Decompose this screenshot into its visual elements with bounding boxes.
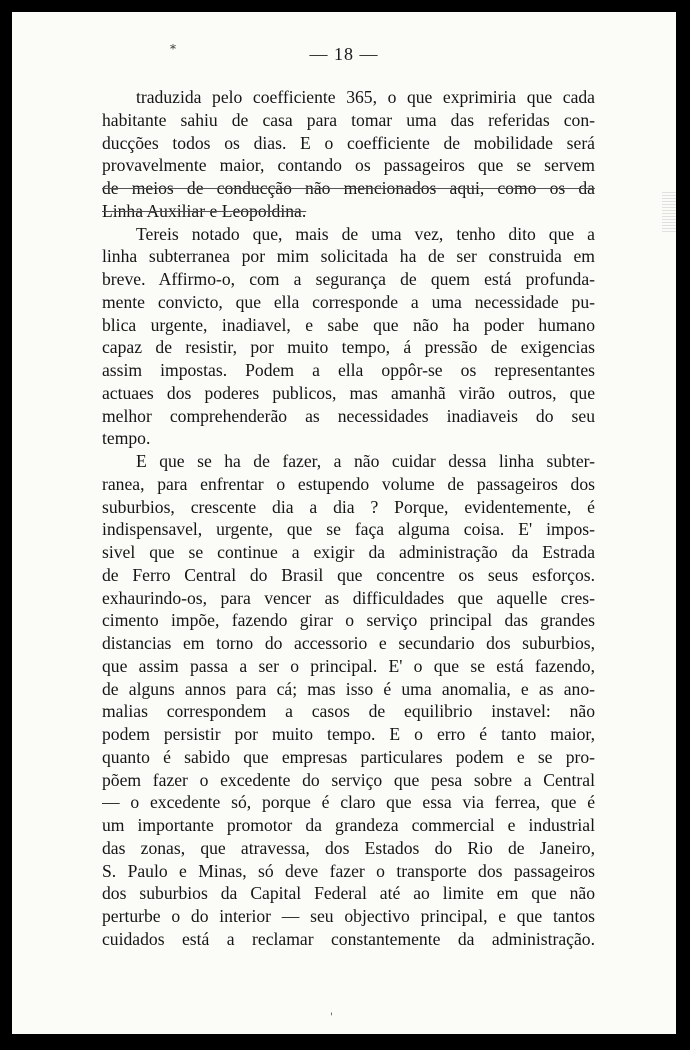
text-line: cuidados está a reclamar constantemente da administração. [102,928,595,949]
text-line-struck: de meios de conducção não mencionados aqui, como os da [102,178,595,198]
top-mark: * [170,42,176,56]
bottom-mark: ' [330,1012,333,1023]
text-line: sivel que se continue a exigir da administração da Estrada [102,542,595,562]
text-line: um importante promotor da grandeza commercial e industrial [102,815,595,835]
text-line: S. Paulo e Minas, só deve fazer o transporte dos passageiros [102,860,595,881]
body-text [102,86,595,951]
text-line: dos suburbios da Capital Federal até ao limite em que não [102,883,595,904]
document-page [12,12,676,1034]
text-line: assim impostas. Podem a ella oppôr-se os representantes [102,360,595,380]
text-line: que assim passa a ser o principal. E' o que se está fazendo, [102,655,595,676]
text-line: suburbios, crescente dia a dia ? Porque, evidentemente, é [102,496,595,517]
text-line: traduzida pelo coefficiente 365, o que exprimiria que cada [136,87,595,107]
text-line: distancias em torno do accessorio e secundario dos suburbios, [102,633,595,653]
text-line: E que se ha de fazer, a não cuidar dessa linha subter- [136,451,595,471]
text-line: habitante sahiu de casa para tomar uma das referidas con- [102,109,595,130]
text-line: exhaurindo-os, para vencer as difficuldades que aquelle cres- [102,587,595,608]
text-line: blica urgente, inadiavel, e sabe que não ha poder humano [102,314,595,335]
text-line: capaz de resistir, por muito tempo, á pressão de exigencias [102,337,595,358]
text-line: tempo. [102,428,151,449]
text-line: das zonas, que atravessa, dos Estados do Rio de Janeiro, [102,837,595,858]
text-line: perturbe o do interior — seu objectivo principal, e que tantos [102,906,595,926]
text-line: põem fazer o excedente do serviço que pesa sobre a Central [102,769,595,790]
text-line: ranea, para enfrentar o estupendo volume de passageiros dos [102,473,595,494]
text-line: quanto é sabido que empresas particulares podem e se pro- [102,746,595,767]
text-line: provavelmente maior, contando os passageiros que se servem [102,155,595,176]
text-line: actuaes dos poderes publicos, mas amanhã virão outros, que [102,382,595,403]
text-line: — o excedente só, porque é claro que essa via ferrea, que é [102,792,595,813]
text-line: de Ferro Central do Brasil que concentre os seus esforços. [102,564,595,585]
text-line: indispensavel, urgente, que se faça alguma coisa. E' impos- [102,519,595,540]
text-line: de alguns annos para cá; mas isso é uma anomalia, e as ano- [102,678,595,699]
text-line: linha subterranea por mim solicitada ha de ser construida em [102,246,595,267]
text-line: cimento impõe, fazendo girar o serviço principal das grandes [102,610,595,631]
text-line: Tereis notado que, mais de uma vez, tenho dito que a [136,223,595,244]
text-line: podem persistir por muito tempo. E o erro é tanto maior, [102,724,595,744]
page-number: — 18 — [309,44,379,64]
text-line: malias correspondem a casos de equilibrio instavel: não [102,701,595,722]
scan-edge-artifact [662,192,676,232]
text-line: ducções todos os dias. E o coefficiente de mobilidade será [102,132,595,153]
text-line: mente convicto, que ella corresponde a uma necessidade pu- [102,291,595,312]
text-line: breve. Affirmo-o, com a segurança de quem está profunda- [102,269,595,289]
text-line: melhor comprehenderão as necessidades inadiaveis do seu [102,405,595,426]
text-line-struck: Linha Auxiliar e Leopoldina. [102,200,307,221]
